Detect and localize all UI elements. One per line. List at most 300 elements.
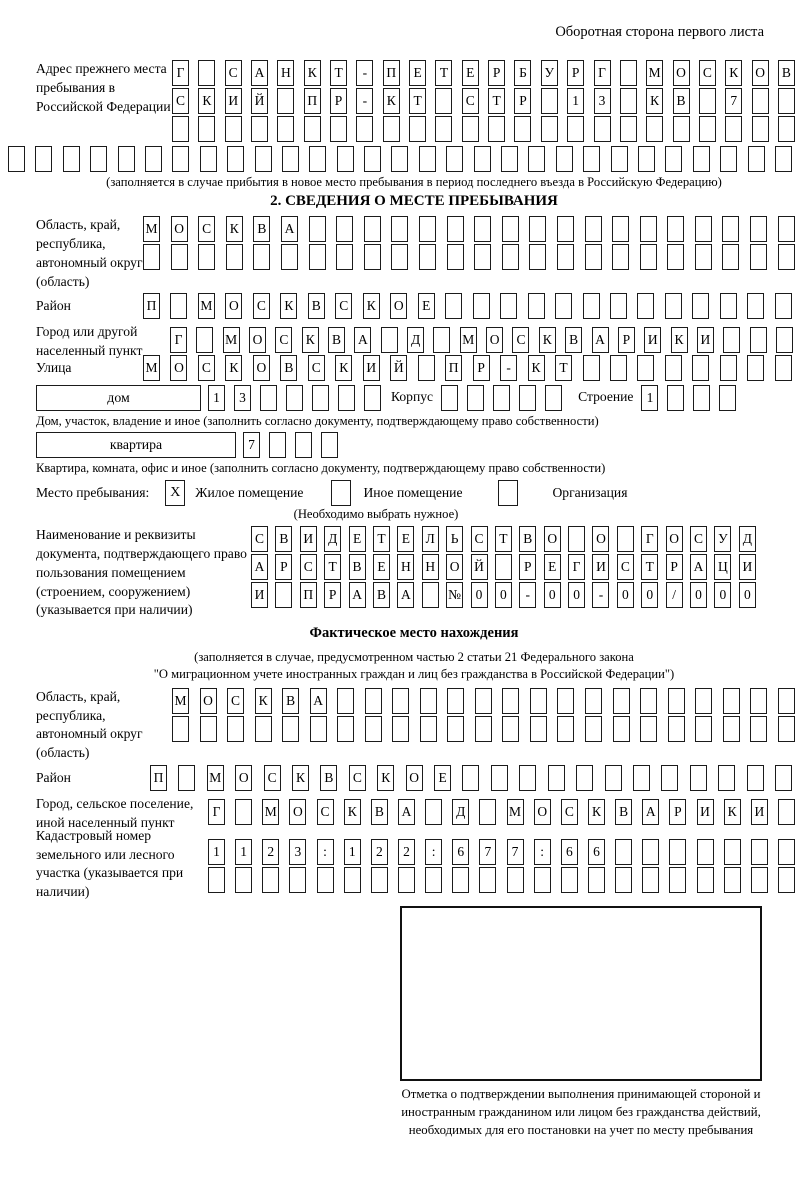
char-box[interactable]: Т (495, 526, 512, 552)
char-box[interactable] (225, 116, 242, 142)
char-box[interactable] (747, 765, 764, 791)
char-box[interactable]: К (335, 355, 352, 381)
char-box[interactable] (364, 244, 381, 270)
char-box[interactable]: 1 (208, 385, 225, 411)
char-box[interactable] (282, 716, 299, 742)
char-box[interactable]: Р (567, 60, 584, 86)
char-box[interactable]: Т (324, 554, 341, 580)
char-box[interactable]: В (615, 799, 632, 825)
char-box[interactable]: М (143, 216, 160, 242)
char-box[interactable]: 2 (262, 839, 279, 865)
char-box[interactable] (491, 765, 508, 791)
char-box[interactable] (441, 385, 458, 411)
char-box[interactable]: К (198, 88, 215, 114)
char-box[interactable]: А (281, 216, 298, 242)
char-box[interactable] (748, 146, 765, 172)
char-box[interactable] (479, 799, 496, 825)
char-box[interactable]: Л (422, 526, 439, 552)
char-box[interactable] (172, 116, 189, 142)
char-box[interactable]: А (310, 688, 327, 714)
char-box[interactable] (251, 116, 268, 142)
char-box[interactable]: Н (397, 554, 414, 580)
char-box[interactable]: В (280, 355, 297, 381)
char-box[interactable] (668, 688, 685, 714)
char-box[interactable] (588, 867, 605, 893)
char-box[interactable]: И (592, 554, 609, 580)
char-box[interactable]: 1 (344, 839, 361, 865)
char-box[interactable] (467, 385, 484, 411)
char-box[interactable] (392, 716, 409, 742)
char-box[interactable]: Ц (714, 554, 731, 580)
char-box[interactable] (419, 216, 436, 242)
char-box[interactable]: С (561, 799, 578, 825)
char-box[interactable] (475, 688, 492, 714)
char-box[interactable] (750, 327, 767, 353)
char-box[interactable] (615, 867, 632, 893)
char-box[interactable] (178, 765, 195, 791)
char-box[interactable] (227, 716, 244, 742)
char-box[interactable] (260, 385, 277, 411)
char-box[interactable]: Д (739, 526, 756, 552)
char-box[interactable]: К (344, 799, 361, 825)
char-box[interactable] (336, 244, 353, 270)
char-box[interactable]: Е (544, 554, 561, 580)
char-box[interactable] (722, 244, 739, 270)
char-box[interactable] (383, 116, 400, 142)
char-box[interactable] (330, 116, 347, 142)
char-box[interactable]: И (251, 582, 268, 608)
char-box[interactable] (392, 688, 409, 714)
char-box[interactable]: С (251, 526, 268, 552)
char-box[interactable] (724, 867, 741, 893)
char-box[interactable] (277, 88, 294, 114)
char-box[interactable] (171, 244, 188, 270)
char-box[interactable]: О (486, 327, 503, 353)
char-box[interactable]: К (280, 293, 297, 319)
char-box[interactable] (269, 432, 286, 458)
char-box[interactable]: 0 (739, 582, 756, 608)
char-box[interactable]: В (253, 216, 270, 242)
char-box[interactable]: : (425, 839, 442, 865)
char-box[interactable] (419, 244, 436, 270)
char-box[interactable]: П (300, 582, 317, 608)
char-box[interactable] (747, 293, 764, 319)
char-box[interactable]: И (739, 554, 756, 580)
char-box[interactable]: К (646, 88, 663, 114)
char-box[interactable] (775, 765, 792, 791)
char-box[interactable] (253, 244, 270, 270)
char-box[interactable]: Р (618, 327, 635, 353)
char-box[interactable] (391, 146, 408, 172)
char-box[interactable] (695, 216, 712, 242)
char-box[interactable] (495, 554, 512, 580)
char-box[interactable] (446, 146, 463, 172)
char-box[interactable]: О (534, 799, 551, 825)
char-box[interactable]: Т (330, 60, 347, 86)
char-box[interactable]: К (225, 355, 242, 381)
char-box[interactable] (381, 327, 398, 353)
char-box[interactable] (452, 867, 469, 893)
char-box[interactable]: М (223, 327, 240, 353)
char-box[interactable] (697, 867, 714, 893)
char-box[interactable] (277, 116, 294, 142)
char-box[interactable] (364, 146, 381, 172)
char-box[interactable]: С (308, 355, 325, 381)
char-box[interactable] (447, 244, 464, 270)
char-box[interactable]: С (617, 554, 634, 580)
char-box[interactable] (611, 146, 628, 172)
char-box[interactable] (642, 839, 659, 865)
char-box[interactable] (640, 688, 657, 714)
char-box[interactable] (35, 146, 52, 172)
char-box[interactable] (692, 293, 709, 319)
char-box[interactable] (309, 216, 326, 242)
char-box[interactable]: А (349, 582, 366, 608)
char-box[interactable] (585, 688, 602, 714)
char-box[interactable]: У (714, 526, 731, 552)
char-box[interactable] (281, 244, 298, 270)
char-box[interactable]: 0 (714, 582, 731, 608)
char-box[interactable]: Т (641, 554, 658, 580)
char-box[interactable] (475, 716, 492, 742)
char-box[interactable]: П (383, 60, 400, 86)
char-box[interactable]: С (225, 60, 242, 86)
char-box[interactable] (530, 716, 547, 742)
char-box[interactable]: - (519, 582, 536, 608)
char-box[interactable] (583, 355, 600, 381)
char-box[interactable] (610, 355, 627, 381)
char-box[interactable] (474, 244, 491, 270)
char-box[interactable] (646, 116, 663, 142)
char-box[interactable]: А (642, 799, 659, 825)
char-box[interactable] (502, 716, 519, 742)
char-box[interactable]: Д (407, 327, 424, 353)
char-box[interactable] (667, 385, 684, 411)
char-box[interactable]: И (225, 88, 242, 114)
char-box[interactable] (557, 216, 574, 242)
char-box[interactable]: В (373, 582, 390, 608)
char-box[interactable] (435, 116, 452, 142)
char-box[interactable] (778, 839, 795, 865)
char-box[interactable]: У (541, 60, 558, 86)
char-box[interactable]: К (304, 60, 321, 86)
char-box[interactable]: Г (172, 60, 189, 86)
char-box[interactable] (488, 116, 505, 142)
char-box[interactable] (356, 116, 373, 142)
char-box[interactable]: Е (349, 526, 366, 552)
char-box[interactable] (775, 146, 792, 172)
char-box[interactable]: И (751, 799, 768, 825)
char-box[interactable] (255, 716, 272, 742)
char-box[interactable] (620, 88, 637, 114)
char-box[interactable]: / (666, 582, 683, 608)
char-box[interactable] (447, 216, 464, 242)
char-box[interactable] (719, 385, 736, 411)
char-box[interactable]: К (528, 355, 545, 381)
char-box[interactable] (474, 216, 491, 242)
char-box[interactable] (725, 116, 742, 142)
char-box[interactable] (545, 385, 562, 411)
char-box[interactable] (752, 116, 769, 142)
char-box[interactable]: М (198, 293, 215, 319)
char-box[interactable]: Й (251, 88, 268, 114)
char-box[interactable] (665, 293, 682, 319)
char-box[interactable] (364, 216, 381, 242)
char-box[interactable] (585, 216, 602, 242)
char-box[interactable] (778, 716, 795, 742)
char-box[interactable]: Т (373, 526, 390, 552)
char-box[interactable] (473, 293, 490, 319)
char-box[interactable]: В (328, 327, 345, 353)
checkbox-other-premises[interactable] (331, 480, 351, 506)
char-box[interactable]: С (349, 765, 366, 791)
char-box[interactable]: А (690, 554, 707, 580)
char-box[interactable]: В (308, 293, 325, 319)
char-box[interactable] (227, 146, 244, 172)
char-box[interactable]: С (512, 327, 529, 353)
char-box[interactable]: Е (434, 765, 451, 791)
char-box[interactable] (695, 716, 712, 742)
char-box[interactable] (338, 385, 355, 411)
char-box[interactable] (556, 146, 573, 172)
char-box[interactable]: Р (473, 355, 490, 381)
char-box[interactable] (617, 526, 634, 552)
char-box[interactable]: О (171, 216, 188, 242)
char-box[interactable] (519, 385, 536, 411)
char-box[interactable]: О (289, 799, 306, 825)
char-box[interactable] (425, 867, 442, 893)
char-box[interactable] (750, 244, 767, 270)
char-box[interactable]: 0 (617, 582, 634, 608)
char-box[interactable] (548, 765, 565, 791)
char-box[interactable] (309, 244, 326, 270)
char-box[interactable] (690, 765, 707, 791)
char-box[interactable]: Е (418, 293, 435, 319)
char-box[interactable]: М (143, 355, 160, 381)
char-box[interactable]: Н (277, 60, 294, 86)
char-box[interactable] (640, 244, 657, 270)
char-box[interactable]: 2 (371, 839, 388, 865)
char-box[interactable] (198, 60, 215, 86)
char-box[interactable]: 0 (690, 582, 707, 608)
char-box[interactable] (585, 716, 602, 742)
char-box[interactable]: В (778, 60, 795, 86)
char-box[interactable] (371, 867, 388, 893)
char-box[interactable]: С (690, 526, 707, 552)
char-box[interactable]: О (235, 765, 252, 791)
char-box[interactable]: К (671, 327, 688, 353)
char-box[interactable] (317, 867, 334, 893)
char-box[interactable]: Р (514, 88, 531, 114)
char-box[interactable] (337, 146, 354, 172)
char-box[interactable]: М (460, 327, 477, 353)
char-box[interactable]: О (390, 293, 407, 319)
char-box[interactable]: Й (390, 355, 407, 381)
char-box[interactable] (118, 146, 135, 172)
char-box[interactable]: Е (397, 526, 414, 552)
char-box[interactable] (568, 526, 585, 552)
char-box[interactable] (196, 327, 213, 353)
char-box[interactable] (613, 688, 630, 714)
char-box[interactable]: Ь (446, 526, 463, 552)
char-box[interactable] (275, 582, 292, 608)
char-box[interactable]: С (275, 327, 292, 353)
char-box[interactable] (778, 116, 795, 142)
char-box[interactable]: Б (514, 60, 531, 86)
char-box[interactable] (365, 688, 382, 714)
char-box[interactable] (723, 716, 740, 742)
char-box[interactable] (620, 60, 637, 86)
char-box[interactable] (583, 293, 600, 319)
char-box[interactable]: 6 (561, 839, 578, 865)
char-box[interactable] (501, 146, 518, 172)
char-box[interactable] (529, 216, 546, 242)
char-box[interactable] (576, 765, 593, 791)
char-box[interactable]: В (282, 688, 299, 714)
char-box[interactable]: Т (435, 60, 452, 86)
char-box[interactable]: А (592, 327, 609, 353)
char-box[interactable] (422, 582, 439, 608)
char-box[interactable] (667, 244, 684, 270)
char-box[interactable] (337, 716, 354, 742)
char-box[interactable]: С (317, 799, 334, 825)
char-box[interactable] (633, 765, 650, 791)
char-box[interactable] (557, 688, 574, 714)
char-box[interactable] (751, 839, 768, 865)
char-box[interactable] (640, 216, 657, 242)
char-box[interactable]: К (383, 88, 400, 114)
char-box[interactable]: Д (452, 799, 469, 825)
char-box[interactable]: Г (208, 799, 225, 825)
char-box[interactable]: И (300, 526, 317, 552)
char-box[interactable] (445, 293, 462, 319)
char-box[interactable] (529, 244, 546, 270)
char-box[interactable] (697, 839, 714, 865)
char-box[interactable]: О (200, 688, 217, 714)
char-box[interactable] (615, 839, 632, 865)
char-box[interactable]: И (363, 355, 380, 381)
char-box[interactable] (255, 146, 272, 172)
char-box[interactable] (502, 688, 519, 714)
char-box[interactable] (695, 244, 712, 270)
char-box[interactable]: : (534, 839, 551, 865)
char-box[interactable] (433, 327, 450, 353)
char-box[interactable] (723, 327, 740, 353)
char-box[interactable] (208, 867, 225, 893)
char-box[interactable]: П (304, 88, 321, 114)
char-box[interactable] (605, 765, 622, 791)
char-box[interactable] (493, 385, 510, 411)
char-box[interactable]: С (253, 293, 270, 319)
char-box[interactable] (750, 216, 767, 242)
char-box[interactable] (63, 146, 80, 172)
char-box[interactable]: 3 (289, 839, 306, 865)
char-box[interactable]: И (697, 327, 714, 353)
char-box[interactable] (336, 216, 353, 242)
char-box[interactable] (567, 116, 584, 142)
char-box[interactable]: 7 (725, 88, 742, 114)
char-box[interactable] (695, 688, 712, 714)
char-box[interactable] (507, 867, 524, 893)
char-box[interactable] (750, 716, 767, 742)
char-box[interactable]: С (198, 355, 215, 381)
char-box[interactable] (642, 867, 659, 893)
char-box[interactable] (321, 432, 338, 458)
char-box[interactable]: Р (275, 554, 292, 580)
char-box[interactable]: К (226, 216, 243, 242)
char-box[interactable]: К (539, 327, 556, 353)
char-box[interactable]: Е (462, 60, 479, 86)
char-box[interactable] (561, 867, 578, 893)
char-box[interactable]: Н (422, 554, 439, 580)
char-box[interactable] (661, 765, 678, 791)
char-box[interactable] (519, 765, 536, 791)
char-box[interactable] (720, 146, 737, 172)
char-box[interactable] (637, 355, 654, 381)
char-box[interactable]: Р (666, 554, 683, 580)
char-box[interactable] (286, 385, 303, 411)
char-box[interactable]: И (697, 799, 714, 825)
char-box[interactable] (235, 799, 252, 825)
checkbox-residential[interactable]: X (165, 480, 185, 506)
char-box[interactable]: Т (555, 355, 572, 381)
char-box[interactable] (344, 867, 361, 893)
char-box[interactable] (612, 216, 629, 242)
char-box[interactable] (198, 244, 215, 270)
char-box[interactable]: М (172, 688, 189, 714)
char-box[interactable] (699, 116, 716, 142)
char-box[interactable] (637, 293, 654, 319)
char-box[interactable] (419, 146, 436, 172)
char-box[interactable]: К (302, 327, 319, 353)
char-box[interactable] (541, 88, 558, 114)
char-box[interactable]: С (172, 88, 189, 114)
char-box[interactable]: 0 (495, 582, 512, 608)
char-box[interactable]: 7 (479, 839, 496, 865)
char-box[interactable]: 0 (568, 582, 585, 608)
char-box[interactable] (282, 146, 299, 172)
char-box[interactable] (172, 716, 189, 742)
char-box[interactable] (534, 867, 551, 893)
char-box[interactable]: К (255, 688, 272, 714)
char-box[interactable] (425, 799, 442, 825)
char-box[interactable]: П (445, 355, 462, 381)
char-box[interactable] (669, 867, 686, 893)
char-box[interactable] (720, 293, 737, 319)
char-box[interactable] (462, 765, 479, 791)
char-box[interactable]: Д (324, 526, 341, 552)
char-box[interactable]: М (207, 765, 224, 791)
char-box[interactable] (610, 293, 627, 319)
char-box[interactable] (500, 293, 517, 319)
char-box[interactable]: Р (488, 60, 505, 86)
char-box[interactable] (638, 146, 655, 172)
char-box[interactable]: В (519, 526, 536, 552)
char-box[interactable]: Р (669, 799, 686, 825)
char-box[interactable] (409, 116, 426, 142)
char-box[interactable] (528, 146, 545, 172)
char-box[interactable]: Р (519, 554, 536, 580)
char-box[interactable]: А (397, 582, 414, 608)
char-box[interactable]: М (646, 60, 663, 86)
char-box[interactable] (594, 116, 611, 142)
char-box[interactable]: Е (373, 554, 390, 580)
char-box[interactable] (391, 216, 408, 242)
char-box[interactable] (289, 867, 306, 893)
char-box[interactable]: Г (594, 60, 611, 86)
char-box[interactable]: П (143, 293, 160, 319)
char-box[interactable]: : (317, 839, 334, 865)
